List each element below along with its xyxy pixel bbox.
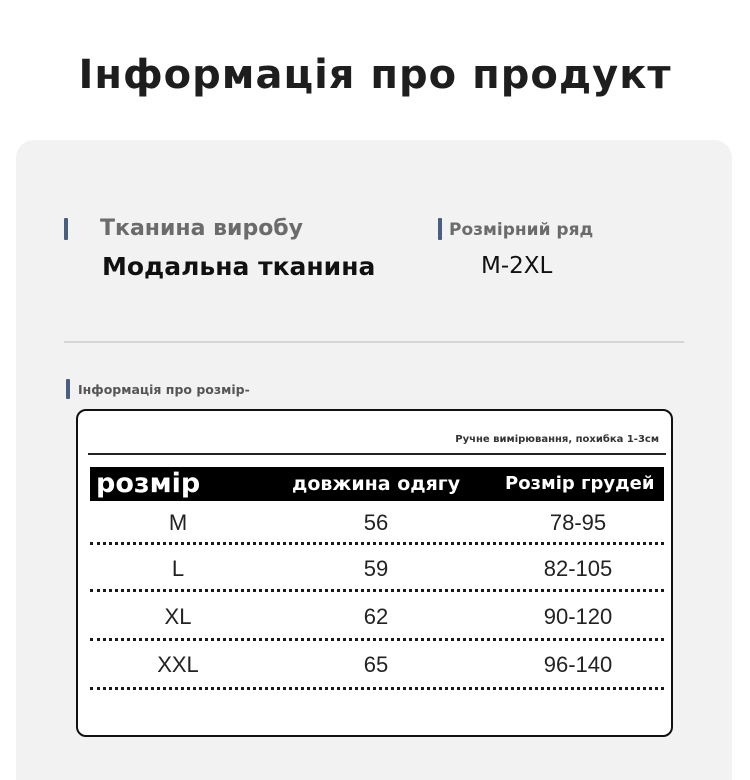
header-chest: Розмір грудей: [505, 473, 655, 494]
measurement-note: Ручне вимірювання, похибка 1-3см: [455, 434, 659, 445]
size-table: [76, 409, 673, 737]
cell-size: XL: [164, 604, 192, 629]
row-separator: [90, 589, 664, 592]
page-title: Інформація про продукт: [78, 52, 672, 98]
table-row: [78, 556, 675, 604]
fabric-value: Модальна тканина: [102, 252, 376, 281]
section-divider: [64, 341, 684, 343]
table-header: [90, 467, 664, 501]
fabric-accent-bar: [64, 218, 68, 240]
table-row: [78, 604, 675, 652]
header-size: розмір: [96, 468, 201, 499]
cell-length: 59: [363, 556, 389, 581]
row-separator: [90, 542, 664, 545]
row-separator: [90, 638, 664, 641]
table-row: [78, 652, 675, 700]
cell-chest: 96-140: [543, 652, 613, 677]
cell-chest: 78-95: [549, 510, 607, 535]
size-range-value: M-2XL: [481, 253, 553, 279]
table-row: [78, 510, 675, 558]
cell-size: L: [171, 556, 185, 581]
cell-chest: 82-105: [543, 556, 613, 581]
size-range-accent-bar: [438, 218, 442, 240]
size-info-label: Інформація про розмір-: [78, 382, 250, 397]
row-separator: [90, 687, 664, 690]
cell-length: 65: [363, 652, 389, 677]
table-top-rule: [88, 453, 666, 455]
size-range-label: Розмірний ряд: [449, 220, 594, 240]
size-info-accent-bar: [66, 379, 70, 399]
cell-chest: 90-120: [543, 604, 613, 629]
header-length: довжина одягу: [292, 473, 461, 495]
cell-length: 56: [363, 510, 389, 535]
cell-size: M: [168, 510, 188, 535]
cell-length: 62: [363, 604, 389, 629]
cell-size: XXL: [157, 652, 199, 677]
fabric-label: Тканина виробу: [100, 216, 304, 241]
